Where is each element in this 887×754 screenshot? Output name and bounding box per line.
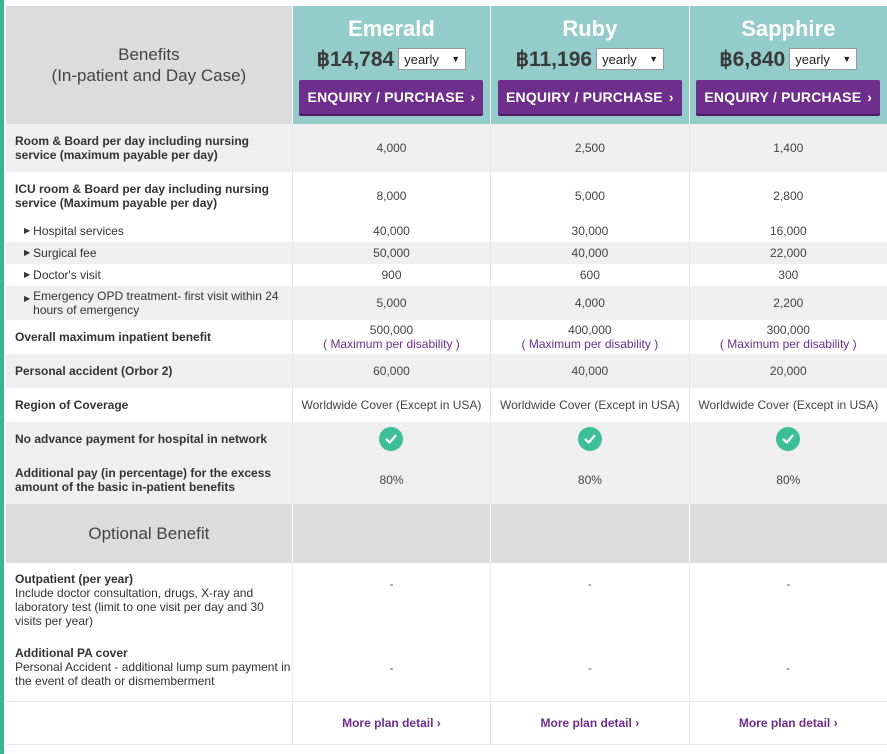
table-row (6, 354, 887, 388)
plan-header-emerald (292, 6, 490, 124)
table-row (6, 320, 887, 354)
table-row (6, 456, 887, 504)
plan-value: 40,000 (292, 220, 490, 242)
plan-price: ฿14,784 (316, 47, 395, 71)
optional-benefit-header-row (6, 504, 887, 563)
plan-value: Worldwide Cover (Except in USA) (490, 388, 688, 422)
more-plan-detail-link[interactable]: More plan detail › (490, 702, 688, 744)
triangle-right-icon: ▶ (24, 226, 31, 235)
plan-value: 80% (689, 456, 887, 504)
plan-value: Worldwide Cover (Except in USA) (292, 388, 490, 422)
optional-benefit-name: Additional PA cover (15, 646, 128, 660)
chevron-right-icon: › (833, 716, 838, 730)
plan-value: 2,200 (689, 286, 887, 320)
plan-value: 2,500 (490, 124, 688, 172)
plan-value: 4,000 (292, 124, 490, 172)
plan-value (292, 422, 490, 456)
benefits-title: Benefits (118, 45, 180, 64)
benefit-label: ICU room & Board per day including nursing service (Maximum payable per day) (15, 182, 270, 210)
plan-value (689, 422, 887, 456)
plan-value: 30,000 (490, 220, 688, 242)
benefits-header-cell (6, 6, 292, 124)
empty-cell (6, 702, 292, 744)
plan-value: 22,000 (689, 242, 887, 264)
plan-value: Worldwide Cover (Except in USA) (689, 388, 887, 422)
caret-down-icon: ▼ (649, 54, 659, 64)
billing-period-select[interactable]: yearly ▼ (398, 48, 466, 70)
table-row (6, 220, 887, 242)
plan-value (490, 422, 688, 456)
table-row (6, 124, 887, 172)
plan-value: 40,000 (490, 354, 688, 388)
chevron-right-icon: › (436, 716, 441, 730)
more-plan-detail-link[interactable]: More plan detail › (689, 702, 887, 744)
plan-value: - (689, 635, 887, 701)
enquiry-purchase-button[interactable]: ENQUIRY / PURCHASE › (299, 80, 483, 114)
optional-benefit-description: Personal Accident - additional lump sum payment in the event of death or dismemberment (15, 660, 291, 688)
plan-name: Emerald (348, 16, 435, 41)
table-row (6, 286, 887, 320)
plan-value: 1,400 (689, 124, 887, 172)
plan-value: 300,000 ( Maximum per disability ) (689, 320, 887, 354)
plan-value: 300 (689, 264, 887, 286)
billing-period-select[interactable]: yearly ▼ (789, 48, 857, 70)
triangle-right-icon: ▶ (24, 270, 31, 279)
plan-value: 5,000 (292, 286, 490, 320)
plan-value: 60,000 (292, 354, 490, 388)
plan-value: 20,000 (689, 354, 887, 388)
table-row (6, 388, 887, 422)
plan-header-row (6, 6, 887, 124)
benefit-label: Room & Board per day including nursing service (maximum payable per day) (15, 134, 250, 162)
plan-value: 5,000 (490, 172, 688, 220)
benefit-label: No advance payment for hospital in network (15, 432, 268, 446)
table-row (6, 264, 887, 286)
optional-header-cell (490, 504, 688, 563)
benefit-sublabel: ▶ Emergency OPD treatment- first visit within 24 hours of emergency (24, 289, 279, 317)
billing-period-select[interactable]: yearly ▼ (596, 48, 664, 70)
benefit-label: Personal accident (Orbor 2) (15, 364, 173, 378)
chevron-right-icon: › (470, 89, 476, 105)
check-icon (776, 427, 800, 451)
benefit-sublabel: ▶ Doctor's visit (24, 268, 101, 282)
caret-down-icon: ▼ (842, 54, 852, 64)
optional-header-cell (689, 504, 887, 563)
table-row (6, 172, 887, 220)
plan-value: 80% (490, 456, 688, 504)
max-per-disability-note: ( Maximum per disability ) (719, 337, 857, 351)
plan-value: 80% (292, 456, 490, 504)
optional-benefit-label (6, 563, 292, 635)
plan-header-ruby (490, 6, 688, 124)
optional-benefit-description: Include doctor consultation, drugs, X-ray and laboratory test (limit to one visit per day and 30 visits per year) (15, 586, 264, 628)
benefit-sublabel: ▶ Surgical fee (24, 246, 97, 260)
plan-value: 40,000 (490, 242, 688, 264)
plan-value: 4,000 (490, 286, 688, 320)
chevron-right-icon: › (668, 89, 674, 105)
optional-benefit-name: Outpatient (per year) (15, 572, 134, 586)
max-per-disability-note: ( Maximum per disability ) (323, 337, 460, 351)
table-row (6, 422, 887, 456)
benefit-sublabel: ▶ Hospital services (24, 224, 124, 238)
plan-value: 16,000 (689, 220, 887, 242)
plan-comparison-table (6, 6, 887, 745)
optional-benefit-title: Optional Benefit (88, 523, 210, 543)
plan-value: 50,000 (292, 242, 490, 264)
plan-value: 900 (292, 264, 490, 286)
benefit-label: Region of Coverage (15, 398, 129, 412)
plan-value: 400,000 ( Maximum per disability ) (490, 320, 688, 354)
optional-benefit-label (6, 635, 292, 701)
triangle-right-icon: ▶ (24, 248, 31, 257)
triangle-right-icon: ▶ (24, 294, 31, 303)
chevron-right-icon: › (635, 716, 640, 730)
plan-value: 600 (490, 264, 688, 286)
plan-name: Ruby (562, 16, 618, 41)
plan-value: - (292, 635, 490, 701)
plan-price: ฿11,196 (515, 47, 593, 71)
plan-value: - (490, 563, 688, 635)
table-row (6, 635, 887, 701)
plan-value: 500,000 ( Maximum per disability ) (292, 320, 490, 354)
check-icon (379, 427, 403, 451)
benefit-label: Additional pay (in percentage) for the excess amount of the basic in-patient benefits (15, 466, 272, 494)
benefits-subtitle: (In-patient and Day Case) (51, 66, 247, 85)
plan-value: - (689, 563, 887, 635)
plan-header-sapphire (689, 6, 887, 124)
enquiry-purchase-button[interactable]: ENQUIRY / PURCHASE › (696, 80, 880, 114)
more-plan-detail-link[interactable]: More plan detail › (292, 702, 490, 744)
more-detail-row (6, 701, 887, 745)
table-row (6, 242, 887, 264)
plan-value: 8,000 (292, 172, 490, 220)
max-per-disability-note: ( Maximum per disability ) (521, 337, 659, 351)
plan-value: - (292, 563, 490, 635)
benefit-label: Overall maximum inpatient benefit (15, 330, 212, 344)
plan-value: - (490, 635, 688, 701)
chevron-right-icon: › (867, 89, 873, 105)
table-row (6, 563, 887, 635)
optional-header-cell (292, 504, 490, 563)
caret-down-icon: ▼ (451, 54, 461, 64)
plan-price: ฿6,840 (719, 47, 786, 71)
check-icon (578, 427, 602, 451)
plan-name: Sapphire (741, 16, 836, 41)
enquiry-purchase-button[interactable]: ENQUIRY / PURCHASE › (498, 80, 682, 114)
plan-value: 2,800 (689, 172, 887, 220)
left-accent-border (0, 0, 4, 754)
